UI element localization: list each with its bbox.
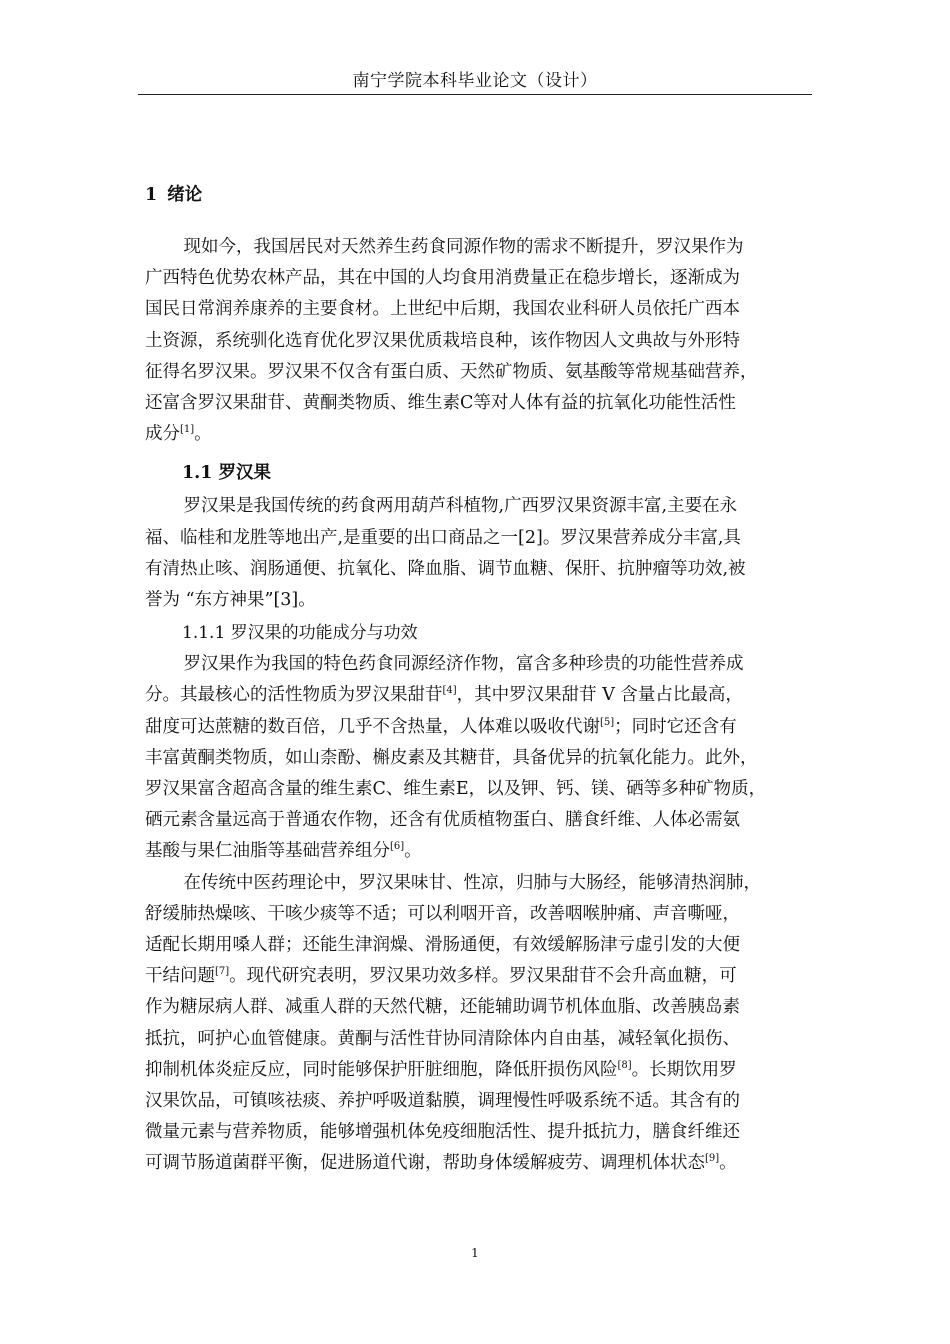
text-fragment: 。长期饮用罗 (631, 1059, 737, 1080)
text-line (145, 1148, 813, 1179)
text-line: 丰富黄酮类物质，如山柰酚、槲皮素及其糖苷，具备优异的抗氧化能力。此外， (145, 747, 758, 768)
text-line: 罗汉果是我国传统的药食两用葫芦科植物,广西罗汉果资源丰富,主要在永 (183, 496, 738, 517)
text-line: 作为糖尿病人群、减重人群的天然代糖，还能辅助调节机体血脂、改善胰岛素 (145, 997, 740, 1018)
text-line: 罗汉果作为我国的特色药食同源经济作物，富含多种珍贵的功能性营养成 (183, 654, 744, 675)
citation-ref: [7] (215, 966, 230, 978)
citation-ref: [9] (705, 1153, 720, 1165)
luohanguo-paragraph (145, 491, 813, 616)
text-line: 福、临桂和龙胜等地出产,是重要的出口商品之一[2]。罗汉果营养成分丰富,具 (145, 527, 741, 548)
header-title: 南宁学院本科毕业论文（设计） (352, 71, 598, 91)
text-line: 罗汉果富含超高含量的维生素C、维生素E，以及钾、钙、镁、硒等多种矿物质， (145, 779, 767, 800)
text-fragment: ，其中罗汉果甜苷 Ⅴ 含量占比最高， (456, 685, 743, 706)
text-fragment: 抑制机体炎症反应，同时能够保护肝脏细胞，降低肝损伤风险 (145, 1059, 618, 1080)
components-paragraph (145, 649, 813, 867)
page-number: 1 (471, 1246, 479, 1260)
citation-ref: [1] (180, 424, 195, 436)
citation-ref: [4] (442, 685, 457, 697)
page-body (145, 180, 813, 1180)
section-number: 1 (145, 185, 158, 205)
text-line: 适配长期用嗓人群；还能生津润燥、滑肠通便，有效缓解肠津亏虚引发的大便 (145, 935, 740, 956)
section-heading-1 (145, 180, 813, 210)
text-line: 有清热止咳、润肠通便、抗氧化、降血脂、调节血糖、保肝、抗肿瘤等功效,被 (145, 558, 746, 579)
text-fragment: 。现代研究表明，罗汉果功效多样。罗汉果甜苷不会升高血糖，可 (229, 966, 737, 987)
text-line: 土资源，系统驯化选育优化罗汉果优质栽培良种，该作物因人文典故与外形特 (145, 330, 740, 351)
text-line: 在传统中医药理论中，罗汉果味甘、性凉，归肺与大肠经，能够清热润肺， (183, 872, 761, 893)
text-line: 国民日常润养康养的主要食材。上世纪中后期，我国农业科研人员依托广西本 (145, 299, 740, 320)
tcm-paragraph (145, 868, 813, 1180)
text-line: 征得名罗汉果。罗汉果不仅含有蛋白质、天然矿物质、氨基酸等常规基础营养， (145, 361, 758, 382)
section-heading-1-1-1: 1.1.1 罗汉果的功能成分与功效 (182, 623, 418, 644)
section-title: 绪论 (167, 185, 203, 205)
citation-ref: [6] (390, 841, 405, 853)
text-fragment: 成分 (145, 424, 180, 445)
text-line: 微量元素与营养物质，能够增强机体免疫细胞活性、提升抵抗力，膳食纤维还 (145, 1122, 740, 1143)
text-line (145, 1055, 813, 1086)
text-line (145, 836, 813, 867)
text-fragment: 分。其最核心的活性物质为罗汉果甜苷 (145, 685, 443, 706)
text-line: 抵抗，呵护心血管健康。黄酮与活性苷协同清除体内自由基，减轻氧化损伤、 (145, 1028, 740, 1049)
text-line: 舒缓肺热燥咳、干咳少痰等不适；可以利咽开音，改善咽喉肿痛、声音嘶哑， (145, 903, 740, 924)
text-line (145, 961, 813, 992)
citation-ref: [5] (600, 716, 615, 728)
text-fragment: 。 (194, 424, 212, 445)
text-fragment: ；同时它还含有 (614, 716, 737, 737)
text-fragment: 干结问题 (145, 966, 215, 987)
text-line (145, 419, 813, 450)
text-fragment: 基酸与果仁油脂等基础营养组分 (145, 841, 390, 862)
text-line (145, 680, 813, 711)
text-line: 汉果饮品，可镇咳祛痰、养护呼吸道黏膜，调理慢性呼吸系统不适。其含有的 (145, 1091, 740, 1112)
page-header (138, 68, 812, 95)
text-fragment: 。 (719, 1153, 737, 1174)
text-line: 硒元素含量远高于普通农作物，还含有优质植物蛋白、膳食纤维、人体必需氨 (145, 810, 740, 831)
text-line (145, 712, 813, 743)
text-line: 誉为 “东方神果”[3]。 (145, 590, 316, 611)
text-fragment: 甜度可达蔗糖的数百倍，几乎不含热量，人体难以吸收代谢 (145, 716, 600, 737)
citation-ref: [8] (617, 1060, 632, 1072)
text-fragment: 。 (404, 841, 422, 862)
text-line: 广西特色优势农林产品，其在中国的人均食用消费量正在稳步增长，逐渐成为 (145, 268, 740, 289)
section-heading-1-1: 1.1 罗汉果 (182, 463, 272, 484)
text-line: 现如今，我国居民对天然养生药食同源作物的需求不断提升，罗汉果作为 (183, 237, 744, 257)
text-line: 还富含罗汉果甜苷、黄酮类物质、维生素C等对人体有益的抗氧化功能性活性 (145, 393, 736, 414)
intro-paragraph (145, 232, 813, 450)
text-fragment: 可调节肠道菌群平衡，促进肠道代谢，帮助身体缓解疲劳、调理机体状态 (145, 1153, 705, 1174)
